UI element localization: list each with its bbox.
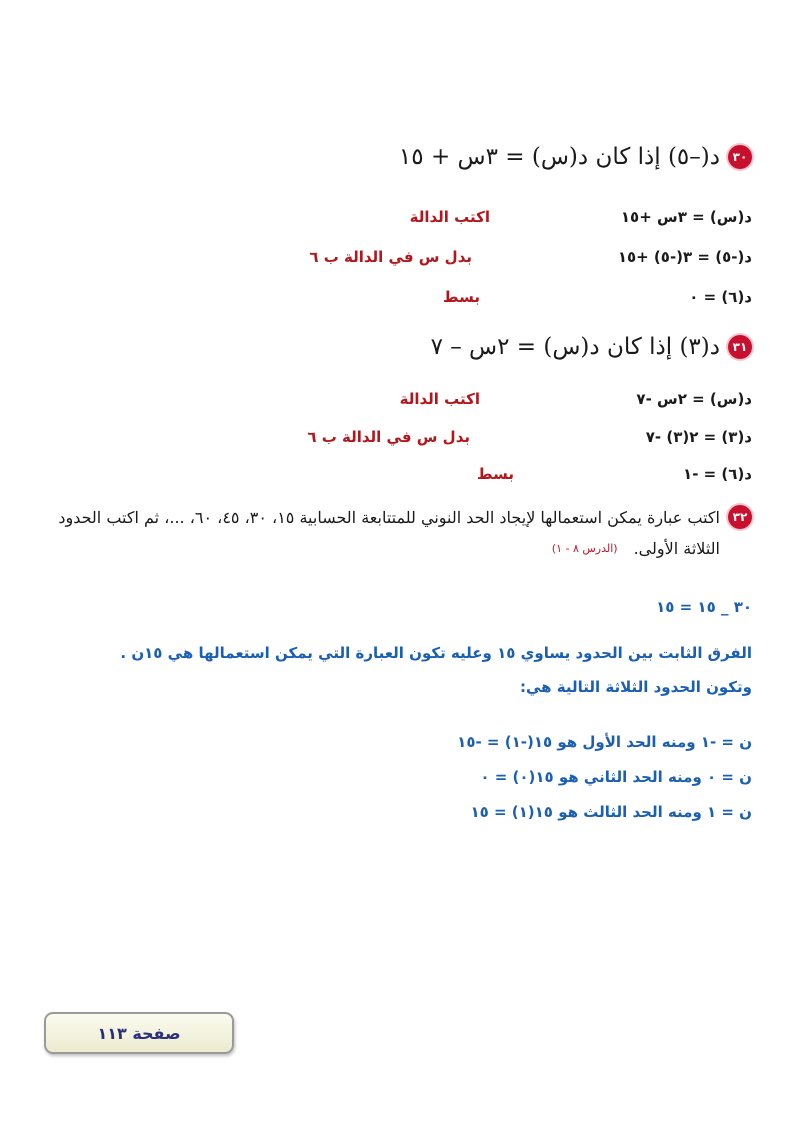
solution-step bbox=[52, 465, 752, 493]
solution-step bbox=[52, 288, 752, 316]
problem-32-line-1 bbox=[28, 505, 752, 529]
problem-number-badge: ٣٢ bbox=[728, 505, 752, 529]
page-number-box bbox=[44, 1012, 234, 1054]
problem-number-badge: ٣٠ bbox=[728, 145, 752, 169]
lesson-reference: (الدرس ٨ - ١) bbox=[551, 542, 618, 555]
step-equation: د(س) = ٣س +١٥ bbox=[620, 208, 752, 226]
term-line: ن = -١ ومنه الحد الأول هو ١٥(-١) = -١٥ bbox=[457, 733, 752, 751]
term-line: ن = ٠ ومنه الحد الثاني هو ١٥(٠) = ٠ bbox=[480, 768, 752, 786]
step-equation: د(-٥) = ٣(-٥) +١٥ bbox=[617, 248, 752, 266]
step-equation: د(٦) = ٠ bbox=[689, 288, 752, 306]
step-note: اكتب الدالة bbox=[399, 390, 480, 408]
solution-step bbox=[52, 428, 752, 456]
common-difference: ٣٠ _ ١٥ = ١٥ bbox=[656, 598, 752, 616]
problem-30-heading bbox=[399, 144, 752, 170]
solution-step bbox=[52, 208, 752, 236]
step-equation: د(٣) = ٢(٣) -٧ bbox=[645, 428, 752, 446]
solution-step bbox=[52, 248, 752, 276]
problem-statement-continued: الثلاثة الأولى. bbox=[633, 539, 720, 558]
step-note: بسط bbox=[443, 288, 480, 306]
problem-number-badge: ٣١ bbox=[728, 335, 752, 359]
problem-statement: د(٣) إذا كان د(س) = ٢س – ٧ bbox=[430, 334, 720, 360]
step-note: بسط bbox=[477, 465, 514, 483]
problem-statement: د(–٥) إذا كان د(س) = ٣س + ١٥ bbox=[398, 144, 720, 170]
solution-step bbox=[52, 390, 752, 418]
problem-32-line-2 bbox=[28, 539, 720, 558]
step-note: اكتب الدالة bbox=[409, 208, 490, 226]
explanation-text: الفرق الثابت بين الحدود يساوي ١٥ وعليه تكون العبارة التي يمكن استعمالها هي ١٥ن . bbox=[120, 644, 752, 662]
problem-32 bbox=[28, 505, 752, 558]
step-equation: د(٦) = -١ bbox=[683, 465, 752, 483]
step-note: بدل س في الدالة ب ٦ bbox=[309, 248, 472, 266]
step-note: بدل س في الدالة ب ٦ bbox=[307, 428, 470, 446]
terms-intro: وتكون الحدود الثلاثة التالية هي: bbox=[519, 678, 752, 696]
problem-statement: اكتب عبارة يمكن استعمالها لإيجاد الحد النوني للمتتابعة الحسابية ١٥، ٣٠، ٤٥، ٦٠، ...، ثم اكتب الحدود bbox=[58, 507, 720, 527]
problem-31-heading bbox=[431, 334, 752, 360]
page-number: صفحة ١١٣ bbox=[97, 1023, 181, 1043]
step-equation: د(س) = ٢س -٧ bbox=[636, 390, 752, 408]
term-line: ن = ١ ومنه الحد الثالث هو ١٥(١) = ١٥ bbox=[470, 803, 752, 821]
